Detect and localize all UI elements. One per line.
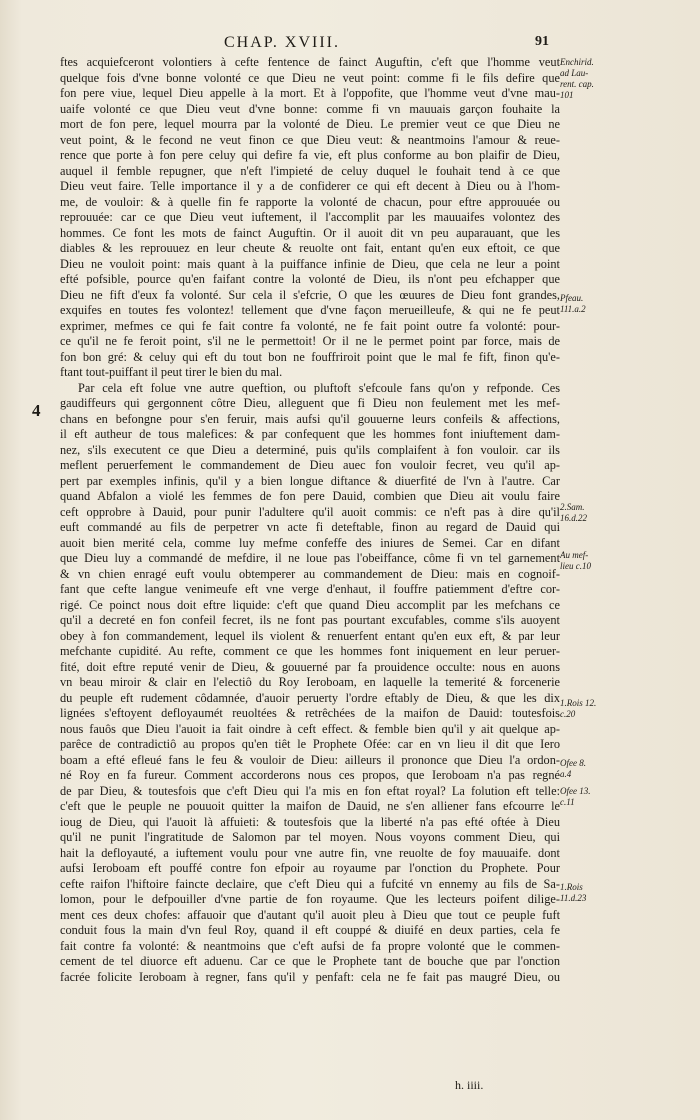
page-number: 91 [535,34,549,49]
text-line: Dieu ne vouloit point: mais quant à la puiffance infinie de Dieu, que cela ne leur a point [60,256,560,271]
text-line: parêce de contradictiô au propos qu'en tiêt le Prophete Ofée: car en vn lieu il dit que Iero [60,737,560,751]
text-line: hommes. Ce font les mots de fainct Auguftin. Or il auoit dit vn peu auparauant, que les [60,225,560,240]
text-line: facrée folicite Ieroboam à regner, fans qu'il y penfaft: cela ne fe fait pas maugré Dieu, ou [60,969,560,984]
text-line: rence que porte à fon pere celuy qui defire fa vie, eft plus conforme au bon plaifir de Dieu, [60,148,560,162]
text-line: il eft autheur de tous malefices: & par confequent que les hommes font iniuftement dam- [60,427,560,441]
text-line: ceft opprobre à Dauid, pour punir l'adultere qu'il auoit commis: ce n'eft pas à dire qu'il [60,504,560,519]
margin-note: Pfeau. 111.a.2 [560,293,586,314]
text-line: conduit fous la main d'vn feul Roy, quand il eft couppé & diuifé en deux parties, cela fe [60,923,560,937]
text-line: exquifes en toutes fes volontez! tellement que d'vne façon merueilleufe, & qui ne fe peut [60,303,560,317]
text-line: né Roy en fa fureur. Comment accorderons nous ces propos, que Ieroboam n'a pas regné [60,768,560,782]
text-line: pert par exemples infinis, qu'il y a bien longue diftance & diuerfité de l'vn à l'autre. Car [60,473,560,488]
text-line: ftant tout-puiffant il peut tirer le bien du mal. [60,365,283,379]
text-line: nous fauôs que Dieu l'auoit ia fait oindre à ceft effect. & femble bien qu'il y ait quelque ap- [60,721,560,736]
text-line: fon bon gré: & celuy qui eft du tout bon ne fouffriroit point que le mal fe fift, finon qu'e- [60,349,560,364]
text-line: ce qu'il ne fe feroit point, s'il ne le permettoit! Or il ne le permet point par force, mais de [60,334,560,348]
page-header [0,34,700,54]
margin-note: 1.Rois 12. c.20 [560,698,597,719]
text-line: Par cela eft folue vne autre queftion, ou pluftoft s'efcoule fans qu'on y refponde. Ces [78,380,560,395]
text-line: me, de vouloir: & à quelle fin fe rapporte la volonté de chacun, pour eftre approuuée ou [60,194,560,209]
text-line: chans en befongne pour s'en feruir, mais aufsi qu'il gouuerne leurs confeils & affections, [60,411,560,426]
text-line: Dieu ne fift d'eux fa volonté. Sur cela il s'efcrie, O que les œuures de Dieu font grandes, [60,287,560,302]
text-line: cefte raifon l'hiftoire faincte declaire, que c'eft Dieu qui a fufcité vn ennemy au fils de Sa- [60,876,560,891]
margin-note: Ofee 13. c.11 [560,786,591,807]
text-line: obey à fon commandement, lequel ils violent & renuerfent entant qu'en eux eft, & par leur [60,628,560,643]
text-line: fant que cefte langue venimeufe eft vne verge d'enhaut, il fouffre patiemment d'eftre cor- [60,582,560,596]
text-line: lomon, pour le defpouiller d'vne partie de fon royaume. Que les lecteurs poifent dilige- [60,892,560,906]
text-line: mort de fon pere, lequel mourra par la volonté de Dieu. Le premier veut ce que Dieu ne [60,117,560,131]
text-line: auoit bien merité cela, comme luy mefme confeffe des iniures de Semei. Car en difant [60,535,560,550]
text-line: exprimer, mefmes ce qui fe fait contre fa volonté, ne fe fait point outre fa volonté: pour- [60,318,560,333]
margin-note: Ofee 8. a.4 [560,758,586,779]
text-line: efté pofsible, pource qu'en faifant contre la volonté de Dieu, ils n'ont peu efchapper que [60,272,560,286]
text-line: lignées s'eftoyent defloyaumét reuoltées & retrêchées de la maifon de Dauid: toutesfois [60,706,560,720]
text-line: c'eft que le peuple ne pouuoit quitter la maifon de Dauid, ne s'en alliener fans efcourre le [60,799,560,813]
text-line: fait contre fa volonté: & neantmoins que c'eft aufsi de fa propre volonté que le commen- [60,938,560,953]
text-line: mefchante cupidité. Au refte, comment ce que les hommes font iniquement en leur peruer- [60,644,560,658]
text-line: veut point, & le fecond ne veut finon ce que Dieu veut: & neantmoins l'amour & reue- [60,132,560,147]
text-line: aufsi Ieroboam eft pouffé contre fon efpoir au royaume par l'onction du Prophete. Pour [60,861,560,875]
text-line: auquel il femble repugner, que n'eft l'impieté de celuy duquel le fouhait tend à ce que [60,163,560,178]
text-line: quand Abfalon a violé les femmes de fon pere Dauid, combien que Dieu ait voulu faire [60,489,560,503]
text-line: rigé. Ce poinct nous doit eftre liquide: c'eft que quand Dieu accomplit par les mefchans ce [60,597,560,612]
text-line: & vn chien enragé euft voulu obtemperer au commandement de Dieu: mais en cognoif- [60,566,560,581]
text-line: gaudiffeurs qui gergonnent côtre Dieu, alleguent que fi Dieu non feulement met les mef- [60,396,560,410]
text-line: vn beau miroir & clair en l'electiô du Roy Ieroboam, en laquelle la temerité & forcenerie [60,675,560,689]
text-line: ioug de Dieu, qui l'auoit là affuieti: & toutesfois que la liberté n'a pas efté oftée à Dieu [60,814,560,829]
margin-note: Au mef- lieu c.10 [560,550,591,571]
body-text [60,55,560,1100]
running-head: CHAP. XVIII. [224,34,340,51]
text-line: qu'il ne punit l'ingratitude de Salomon par tel moyen. Nous voyons comment Dieu, qui [60,830,560,844]
section-number: 4 [32,401,41,420]
text-line: fon pere viue, lequel Dieu appelle à la mort. Et à l'oppofite, que l'homme veut d'vne mau- [60,86,560,100]
text-line: que Dieu luy a commandé de mefdire, il ne loue pas l'obeiffance, côme fi vn tel garnement [60,551,560,565]
text-line: hait la defloyauté, a iuftement voulu pour vne autre fin, vne reuolte de foy mauuaife. dont [60,845,560,860]
margin-note: 2.Sam. 16.d.22 [560,502,587,523]
text-line: uaife volonté ce que Dieu veut d'vne bonne: comme fi vn mauuais garçon fouhaite la [60,101,560,116]
text-line: qu'il a decreté en fon confeil fecret, ils ne font pas pourtant excufables, comme s'ils auoyent [60,613,560,627]
signature-mark: h. iiii. [455,1078,484,1092]
text-line: meflent peruerfement le commandement de Dieu auec fon vouloir fecret, veu qu'il ap- [60,458,560,472]
text-line: diables & les reprouuez en leur cheute & reuolte ont fait, entant qu'en eux eftoit, ce que [60,241,560,255]
margin-note: Enchirid. ad Lau- rent. cap. 101 [560,57,594,100]
text-line: ftes acquiefceront volontiers à cefte fentence de fainct Auguftin, c'eft que l'homme veut [60,55,560,69]
text-line: fité, doit eftre reputé venir de Dieu, & gouuerné par fa prouidence occulte: nous en auons [60,659,560,674]
text-line: cement de tel diuorce eft aduenu. Car ce que le Prophete tant de bouche que par l'onction [60,954,560,968]
text-line: ment ces deux chofes: affauoir que d'autant qu'il auoit pleu à Dieu que tout ce peuple fuft [60,907,560,922]
text-line: Dieu veut faire. Telle importance il y a de confiderer ce qui eft decent à Dieu ou à l'hom- [60,179,560,193]
text-line: quelque fois d'vne bonne volonté ce que Dieu ne veut point: comme fi le fils defire que [60,70,560,85]
text-line: nez, s'ils executent ce que Dieu a determiné, puis qu'ils complaifent à fon vouloir. car ils [60,442,560,457]
text-line: reprouuée: car ce que Dieu veut iuftement, il l'accomplit par les mauuaifes volontez des [60,210,560,224]
text-line: euft commandé au fils de perpetrer vn acte fi deteftable, finon au regard de Dauid qui [60,520,560,534]
text-line: de par Dieu, & toutesfois que c'eft Dieu qui l'a mis en fon eftat royal? La folution eft telle: [60,783,560,798]
text-line: boam a efté efleué fans le feu & vouloir de Dieu: ailleurs il prononce que Dieu l'a ordon- [60,752,560,767]
text-line: du peuple eft rudement côdamnée, d'auoir peruerty l'ordre eftably de Dieu, & que les dix [60,690,560,705]
margin-note: 1.Rois 11.d.23 [560,882,587,903]
